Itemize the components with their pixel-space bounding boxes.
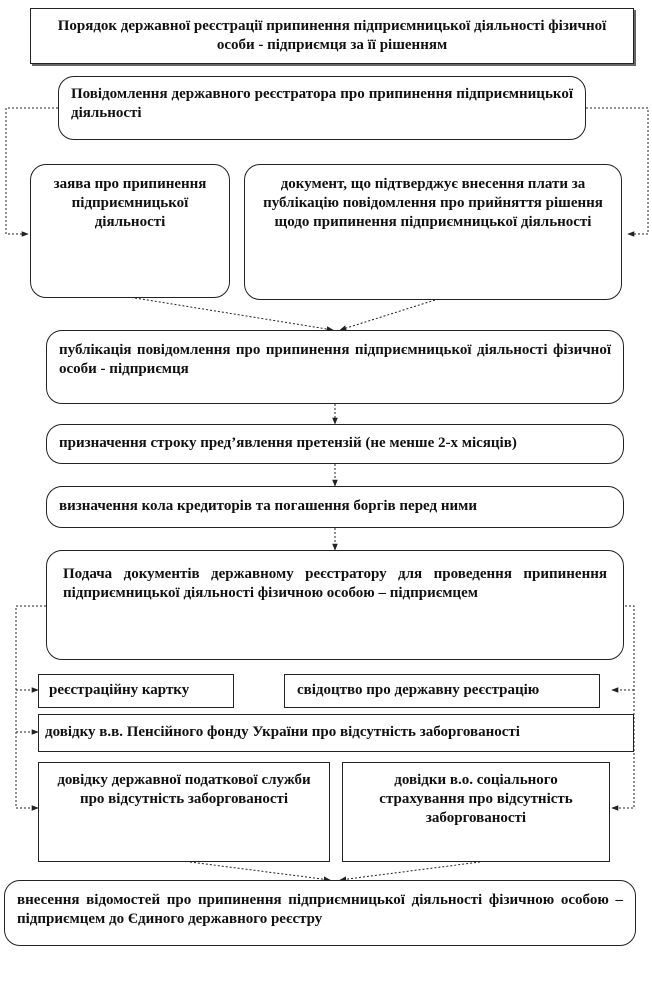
application-box: заява про припинення підприємницької діяльності <box>30 164 230 298</box>
reg-card-box: реєстраційну картку <box>38 674 234 708</box>
pension-ref-box: довідку в.в. Пенсійного фонду України про відсутність заборгованості <box>38 714 634 752</box>
social-ref-box: довідки в.о. соціального страхування про відсутність заборгованості <box>342 762 610 862</box>
tax-ref-box: довідку державної податкової служби про відсутність заборгованості <box>38 762 330 862</box>
notice-box: Повідомлення державного реєстратора про припинення підприємницької діяльності <box>58 76 586 140</box>
payment-doc-box: документ, що підтверджує внесення плати за публікацію повідомлення про прийняття рішення щодо припинення підприємницької діяльності <box>244 164 622 300</box>
publication-box: публікація повідомлення про припинення підприємницької діяльності фізичної особи - підприємця <box>46 330 624 404</box>
arrow-tax-to-final <box>190 862 330 880</box>
claims-term-box: призначення строку пред’явлення претензій (не менше 2-х місяців) <box>46 424 624 464</box>
page-title: Порядок державної реєстрації припинення підприємницької діяльності фізичної особи - підприємця за її рішенням <box>30 8 634 64</box>
arrow-social-to-final <box>340 862 480 880</box>
creditors-box: визначення кола кредиторів та погашення боргів перед ними <box>46 486 624 528</box>
final-box: внесення відомостей про припинення підприємницької діяльності фізичною особою – підприємцем до Єдиного державного реєстру <box>4 880 636 946</box>
certificate-box: свідоцтво про державну реєстрацію <box>284 674 600 708</box>
submission-box: Подача документів державному реєстратору для проведення припинення підприємницької діяльності фізичною особою – підприємцем <box>46 550 624 660</box>
arrow-application-to-publication <box>135 298 333 330</box>
arrow-payment-to-publication <box>340 300 435 330</box>
